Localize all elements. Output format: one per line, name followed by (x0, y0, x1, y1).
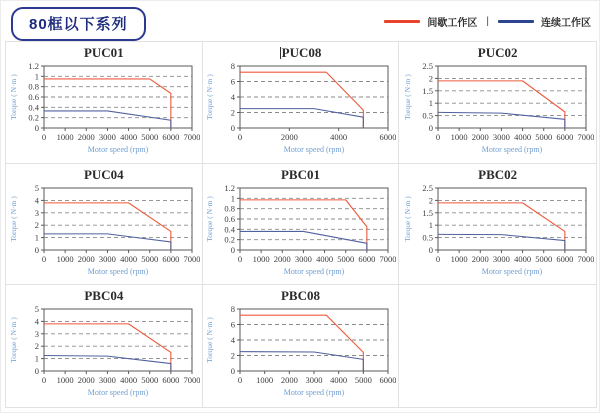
y-tick-label: 1.5 (422, 207, 433, 218)
x-tick-label: 0 (238, 132, 243, 142)
x-tick-label: 7000 (577, 132, 594, 142)
continuous-curve (240, 231, 367, 250)
y-tick-label: 1 (428, 219, 433, 230)
chart-title (399, 167, 596, 183)
intermittent-curve (240, 316, 363, 372)
x-tick-label: 4000 (330, 375, 348, 386)
chart-title (399, 45, 596, 61)
intermittent-curve (438, 81, 565, 128)
intermittent-curve (240, 72, 363, 128)
x-tick-label: 6000 (162, 132, 180, 142)
x-tick-label: 5000 (141, 253, 159, 264)
y-tick-label: 0 (231, 244, 236, 255)
chart-cell-pbc08 (203, 285, 400, 407)
x-tick-label: 2000 (77, 375, 95, 386)
chart-title (6, 45, 202, 61)
x-tick-label: 4000 (119, 253, 137, 264)
x-tick-label: 0 (435, 132, 440, 142)
series-title-text: 80框以下系列 (29, 16, 128, 33)
y-tick-label: 2 (34, 341, 39, 352)
x-axis-label: Motor speed (rpm) (284, 266, 345, 276)
x-tick-label: 1000 (450, 253, 468, 264)
x-tick-label: 0 (41, 253, 46, 264)
x-tick-label: 5000 (141, 132, 159, 142)
torque-speed-plot (204, 61, 396, 161)
x-tick-label: 3000 (492, 132, 510, 142)
y-tick-label: 8 (231, 304, 236, 315)
x-tick-label: 3000 (98, 253, 116, 264)
y-tick-label: 1.2 (224, 182, 236, 193)
continuous-line-swatch (498, 20, 534, 23)
y-tick-label: 2 (231, 350, 236, 361)
continuous-curve (438, 234, 565, 250)
y-tick-label: 2 (34, 219, 39, 230)
x-tick-label: 5000 (337, 253, 355, 264)
torque-speed-plot (402, 61, 594, 161)
y-tick-label: 8 (231, 61, 236, 71)
legend-separator: | (486, 16, 489, 27)
x-tick-label: 5000 (141, 375, 159, 386)
x-tick-label: 7000 (379, 253, 397, 264)
x-tick-label: 4000 (513, 253, 531, 264)
y-tick-label: 0.6 (224, 213, 236, 224)
empty-cell (399, 285, 596, 407)
chart-title-text: PUC08 (281, 45, 322, 60)
y-tick-label: 0.2 (224, 234, 236, 245)
x-tick-label: 1000 (253, 253, 271, 264)
torque-speed-plot (204, 183, 396, 283)
chart-title-text: PBC04 (84, 288, 124, 304)
y-axis-label: Torque ( N·m ) (205, 74, 215, 120)
legend (384, 14, 591, 29)
intermittent-curve (438, 203, 565, 250)
x-tick-label: 6000 (379, 375, 397, 386)
chart-title (6, 167, 202, 183)
torque-speed-plot (402, 183, 594, 283)
chart-title-text: PUC01 (83, 45, 124, 60)
y-tick-label: 1.5 (422, 85, 433, 96)
y-tick-label: 2 (231, 107, 236, 118)
chart-cell-pbc04 (6, 285, 203, 407)
x-tick-label: 2000 (274, 253, 292, 264)
x-tick-label: 2000 (471, 132, 489, 142)
x-tick-label: 0 (435, 253, 440, 264)
chart-title (203, 45, 399, 61)
x-axis-label: Motor speed (rpm) (87, 145, 149, 154)
x-tick-label: 1000 (450, 132, 468, 142)
x-tick-label: 1000 (256, 375, 274, 386)
chart-cell-pbc02 (399, 164, 596, 286)
torque-speed-plot (8, 61, 200, 161)
intermittent-line-swatch (384, 20, 420, 23)
y-tick-label: 4 (34, 195, 39, 206)
y-tick-label: 4 (231, 92, 236, 102)
continuous-curve (438, 112, 565, 128)
y-tick-label: 0 (34, 123, 39, 133)
x-tick-label: 1000 (56, 132, 74, 142)
plot-frame (44, 188, 192, 250)
x-axis-label: Motor speed (rpm) (481, 145, 542, 154)
x-tick-label: 0 (41, 132, 46, 142)
series-title-badge (11, 7, 146, 41)
x-tick-label: 4000 (119, 132, 137, 142)
y-tick-label: 1.2 (28, 61, 39, 71)
chart-cell-puc02 (399, 42, 596, 164)
x-tick-label: 6000 (556, 132, 574, 142)
intermittent-curve (44, 203, 171, 250)
x-tick-label: 7000 (183, 132, 200, 142)
chart-title-text: PBC02 (478, 166, 518, 182)
y-tick-label: 4 (231, 335, 236, 346)
x-tick-label: 5000 (534, 253, 552, 264)
y-tick-label: 1 (231, 192, 236, 203)
y-tick-label: 1 (34, 353, 39, 364)
chart-title-text: PBC08 (280, 288, 320, 304)
y-tick-label: 1 (34, 232, 39, 243)
continuous-curve (44, 356, 171, 372)
y-tick-label: 0.5 (422, 232, 433, 243)
y-tick-label: 0 (231, 123, 236, 133)
x-tick-label: 2000 (77, 132, 95, 142)
x-tick-label: 5000 (534, 132, 552, 142)
x-tick-label: 4000 (119, 375, 137, 386)
y-axis-label: Torque ( N·m ) (8, 195, 18, 242)
x-tick-label: 6000 (358, 253, 376, 264)
continuous-curve (44, 111, 171, 128)
y-tick-label: 2 (428, 73, 433, 84)
chart-cell-puc08 (203, 42, 400, 164)
chart-title (203, 167, 399, 183)
x-tick-label: 6000 (162, 375, 180, 386)
continuous-legend-label: 连续工作区 (541, 18, 591, 29)
x-tick-label: 0 (238, 375, 243, 386)
x-tick-label: 3000 (98, 375, 116, 386)
y-tick-label: 0.4 (28, 102, 39, 113)
torque-speed-plot (8, 183, 200, 283)
y-tick-label: 2.5 (422, 61, 433, 71)
x-tick-label: 5000 (355, 375, 373, 386)
torque-speed-plot (204, 304, 396, 404)
x-tick-label: 2000 (281, 132, 299, 142)
x-axis-label: Motor speed (rpm) (284, 388, 345, 398)
x-tick-label: 2000 (77, 253, 95, 264)
y-tick-label: 0.5 (422, 110, 433, 121)
intermittent-curve (240, 200, 367, 250)
y-axis-label: Torque ( N·m ) (8, 317, 18, 364)
y-tick-label: 0 (428, 244, 433, 255)
x-tick-label: 0 (41, 375, 46, 386)
y-tick-label: 3 (34, 329, 39, 340)
chart-cell-puc01 (6, 42, 203, 164)
x-tick-label: 3000 (295, 253, 313, 264)
y-tick-label: 3 (34, 207, 39, 218)
y-tick-label: 0 (428, 123, 433, 133)
x-tick-label: 6000 (556, 253, 574, 264)
x-axis-label: Motor speed (rpm) (481, 266, 542, 276)
y-tick-label: 6 (231, 319, 236, 330)
x-tick-label: 4000 (316, 253, 334, 264)
y-axis-label: Torque ( N·m ) (205, 317, 215, 364)
y-tick-label: 0.4 (224, 223, 236, 234)
x-tick-label: 7000 (183, 253, 200, 264)
continuous-curve (240, 352, 363, 371)
y-axis-label: Torque ( N·m ) (8, 74, 18, 120)
x-tick-label: 4000 (513, 132, 531, 142)
y-tick-label: 5 (34, 304, 39, 315)
y-tick-label: 2.5 (422, 182, 433, 193)
x-tick-label: 3000 (98, 132, 116, 142)
y-axis-label: Torque ( N·m ) (402, 195, 412, 242)
y-tick-label: 0.2 (28, 112, 39, 123)
y-tick-label: 6 (231, 76, 236, 87)
y-tick-label: 0.8 (28, 81, 39, 92)
x-axis-label: Motor speed (rpm) (284, 145, 345, 154)
x-tick-label: 3000 (305, 375, 323, 386)
x-tick-label: 4000 (330, 132, 348, 142)
x-tick-label: 2000 (471, 253, 489, 264)
y-axis-label: Torque ( N·m ) (205, 195, 215, 242)
text-cursor (280, 47, 281, 59)
torque-speed-plot (8, 304, 200, 404)
x-tick-label: 0 (238, 253, 243, 264)
x-tick-label: 6000 (379, 132, 397, 142)
chart-title (203, 288, 399, 304)
y-tick-label: 0 (231, 366, 236, 377)
x-tick-label: 1000 (56, 375, 74, 386)
x-tick-label: 7000 (577, 253, 594, 264)
y-tick-label: 1 (428, 98, 433, 109)
x-tick-label: 6000 (162, 253, 180, 264)
y-tick-label: 4 (34, 316, 39, 327)
chart-grid (5, 41, 597, 408)
intermittent-curve (44, 324, 171, 371)
intermittent-legend-label: 间歇工作区 (427, 18, 478, 29)
y-tick-label: 2 (428, 195, 433, 206)
x-axis-label: Motor speed (rpm) (87, 266, 149, 276)
y-axis-label: Torque ( N·m ) (402, 74, 412, 120)
continuous-curve (240, 109, 363, 128)
x-tick-label: 7000 (183, 375, 200, 386)
y-tick-label: 0.6 (28, 92, 39, 102)
y-tick-label: 5 (34, 182, 39, 193)
chart-title-text: PUC04 (83, 166, 124, 182)
chart-title-text: PUC02 (477, 45, 518, 60)
x-axis-label: Motor speed (rpm) (87, 388, 149, 398)
chart-cell-puc04 (6, 164, 203, 286)
plot-frame (44, 309, 192, 371)
x-tick-label: 1000 (56, 253, 74, 264)
x-tick-label: 2000 (281, 375, 299, 386)
chart-title-text: PBC01 (280, 166, 320, 182)
y-tick-label: 0 (34, 366, 39, 377)
chart-title (6, 288, 202, 304)
continuous-curve (44, 234, 171, 250)
y-tick-label: 1 (34, 71, 39, 82)
x-tick-label: 3000 (492, 253, 510, 264)
y-tick-label: 0 (34, 244, 39, 255)
y-tick-label: 0.8 (224, 203, 236, 214)
chart-cell-pbc01 (203, 164, 400, 286)
